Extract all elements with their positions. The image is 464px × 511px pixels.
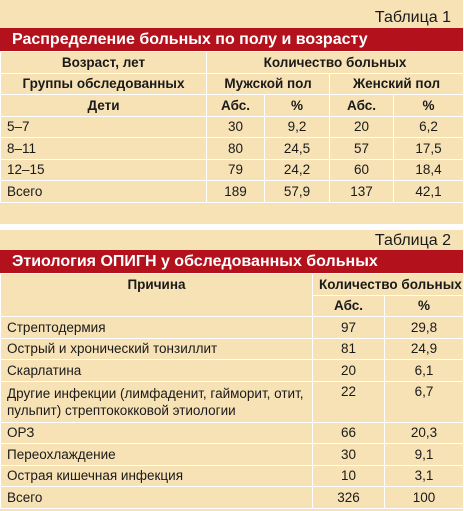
male-pct: 24,5 (265, 138, 330, 160)
row-label: Переохлаждение (1, 444, 313, 466)
pct-value: 24,9 (385, 338, 464, 360)
abs-value: 10 (313, 465, 385, 487)
male-abs: 80 (207, 138, 265, 160)
female-pct: 6,2 (394, 116, 464, 138)
table1-header-count: Количество больных (207, 52, 464, 74)
table1-header-groups: Группы обследованных (1, 73, 207, 95)
male-pct: 57,9 (265, 181, 330, 203)
row-label: 8–11 (1, 138, 207, 160)
pct-value: 100 (385, 487, 464, 509)
row-label: Острый и хронический тонзиллит (1, 338, 313, 360)
table-row (1, 360, 464, 382)
table-row (1, 487, 464, 509)
table1-header-female: Женский пол (330, 73, 464, 95)
table1-header-row-1 (1, 52, 464, 74)
male-pct: 9,2 (265, 116, 330, 138)
abs-value: 81 (313, 338, 385, 360)
pct-value: 6,1 (385, 360, 464, 382)
female-abs: 20 (330, 116, 394, 138)
table2-block (0, 230, 463, 511)
table-row (1, 422, 464, 444)
pct-value: 29,8 (385, 317, 464, 339)
row-label: Всего (1, 181, 207, 203)
table1-header-female-abs: Абс. (330, 95, 394, 117)
abs-value: 326 (313, 487, 385, 509)
row-label: Стрептодермия (1, 317, 313, 339)
row-label: Всего (1, 487, 313, 509)
abs-value: 22 (313, 381, 385, 422)
table2 (0, 273, 464, 509)
table1-header-female-pct: % (394, 95, 464, 117)
abs-value: 97 (313, 317, 385, 339)
row-label: 12–15 (1, 159, 207, 181)
table-row (1, 465, 464, 487)
table2-header-pct: % (385, 295, 464, 317)
female-abs: 137 (330, 181, 394, 203)
table1-header-row-3 (1, 95, 464, 117)
male-abs: 79 (207, 159, 265, 181)
row-label: Другие инфекции (лимфаденит, гайморит, отит, пульпит) стрептококковой этиологии (1, 381, 313, 422)
pct-value: 6,7 (385, 381, 464, 422)
pct-value: 9,1 (385, 444, 464, 466)
table2-header-count: Количество больных (313, 274, 464, 296)
female-pct: 42,1 (394, 181, 464, 203)
row-label: Скарлатина (1, 360, 313, 382)
table2-caption: Таблица 2 (374, 232, 451, 249)
row-label: ОРЗ (1, 422, 313, 444)
table1-header-children: Дети (1, 95, 207, 117)
table-row (1, 138, 464, 160)
row-label: Острая кишечная инфекция (1, 465, 313, 487)
male-pct: 24,2 (265, 159, 330, 181)
table1-block (0, 0, 463, 224)
male-abs: 189 (207, 181, 265, 203)
table-row (1, 159, 464, 181)
abs-value: 30 (313, 444, 385, 466)
female-pct: 18,4 (394, 159, 464, 181)
pct-value: 20,3 (385, 422, 464, 444)
female-abs: 60 (330, 159, 394, 181)
table2-header-abs: Абс. (313, 295, 385, 317)
table1-header-male-pct: % (265, 95, 330, 117)
table2-header-cause: Причина (1, 274, 313, 317)
female-abs: 57 (330, 138, 394, 160)
table1-caption: Таблица 1 (374, 9, 451, 26)
table2-header-row-1 (1, 274, 464, 296)
abs-value: 66 (313, 422, 385, 444)
pct-value: 3,1 (385, 465, 464, 487)
table1-header-age: Возраст, лет (1, 52, 207, 74)
table1 (0, 51, 464, 203)
table-row (1, 181, 464, 203)
table-row (1, 381, 464, 422)
table1-header-male-abs: Абс. (207, 95, 265, 117)
table-row (1, 317, 464, 339)
table1-header-row-2 (1, 73, 464, 95)
male-abs: 30 (207, 116, 265, 138)
row-label: 5–7 (1, 116, 207, 138)
abs-value: 20 (313, 360, 385, 382)
table-row (1, 338, 464, 360)
table1-header-male: Мужской пол (207, 73, 330, 95)
table2-title: Этиология ОПИГН у обследованных больных (0, 250, 463, 273)
female-pct: 17,5 (394, 138, 464, 160)
table1-title: Распределение больных по полу и возрасту (0, 28, 463, 51)
table-row (1, 116, 464, 138)
table-row (1, 444, 464, 466)
